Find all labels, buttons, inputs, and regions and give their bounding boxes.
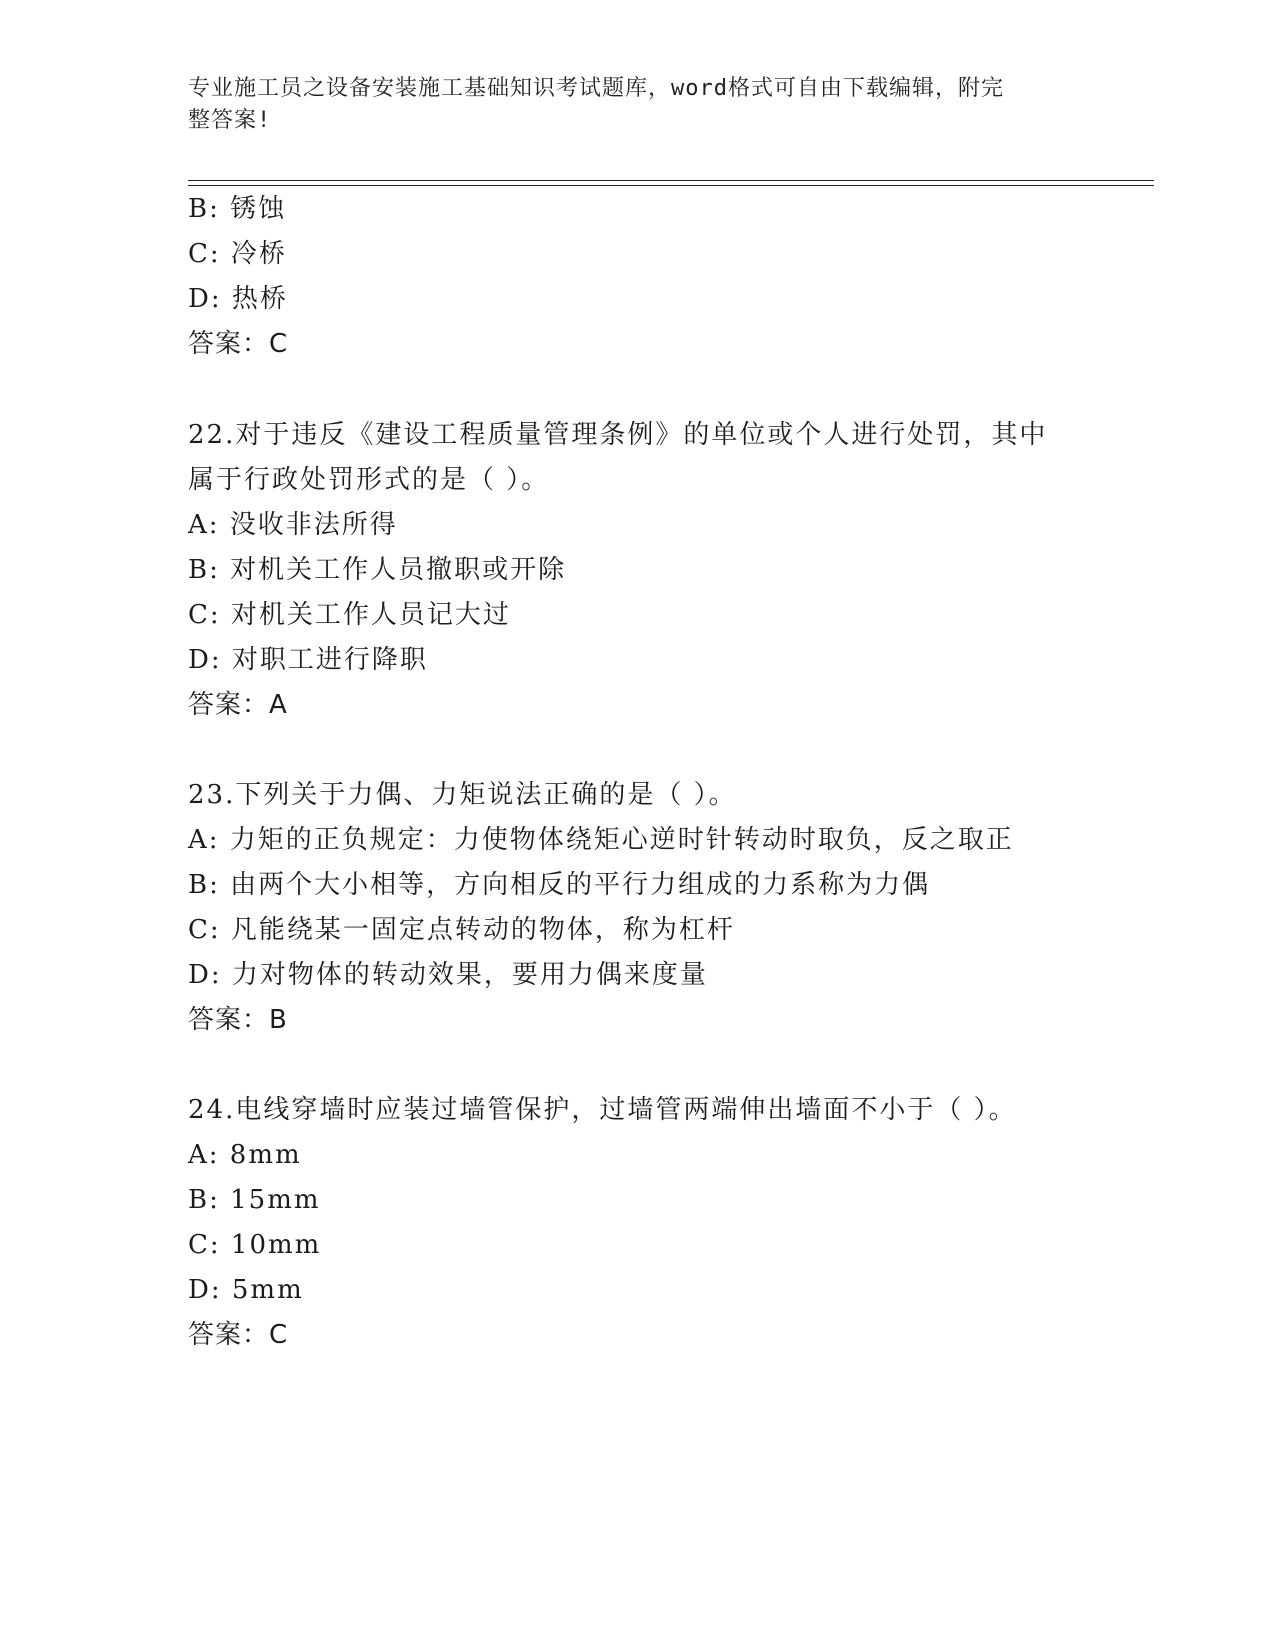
header-line-1: 专业施工员之设备安装施工基础知识考试题库，word格式可自由下载编辑，附完 <box>188 76 1004 101</box>
option-a: A: 力矩的正负规定：力使物体绕矩心逆时针转动时取负，反之取正 <box>188 825 1014 855</box>
document-header <box>188 73 1068 137</box>
option-c: C: 对机关工作人员记大过 <box>188 600 511 630</box>
option-d: D: 5mm <box>188 1275 304 1305</box>
answer-line: 答案：C <box>188 329 289 359</box>
answer-line: 答案：C <box>188 1320 289 1350</box>
option-d: D: 对职工进行降职 <box>188 645 428 675</box>
header-divider-bottom <box>188 185 1154 186</box>
option-c: C: 冷桥 <box>188 239 287 269</box>
option-b: B: 锈蚀 <box>188 194 287 224</box>
option-c: C: 10mm <box>188 1230 322 1260</box>
option-a: A: 没收非法所得 <box>188 510 398 540</box>
question-stem: 23.下列关于力偶、力矩说法正确的是（ ）。 <box>188 780 737 810</box>
question-stem: 22.对于违反《建设工程质量管理条例》的单位或个人进行处罚，其中 <box>188 420 1048 450</box>
question-stem-continued: 属于行政处罚形式的是（ ）。 <box>188 465 550 495</box>
header-divider-top <box>188 180 1154 181</box>
option-b: B: 对机关工作人员撤职或开除 <box>188 555 567 585</box>
option-d: D: 热桥 <box>188 284 288 314</box>
question-stem: 24.电线穿墙时应装过墙管保护，过墙管两端伸出墙面不小于（ ）。 <box>188 1095 1017 1125</box>
option-b: B: 15mm <box>188 1185 321 1215</box>
option-d: D: 力对物体的转动效果，要用力偶来度量 <box>188 960 708 990</box>
option-b: B: 由两个大小相等，方向相反的平行力组成的力系称为力偶 <box>188 870 931 900</box>
answer-line: 答案：B <box>188 1005 288 1035</box>
option-a: A: 8mm <box>188 1140 302 1170</box>
answer-line: 答案：A <box>188 690 288 720</box>
header-line-2: 整答案! <box>188 108 272 133</box>
option-c: C: 凡能绕某一固定点转动的物体，称为杠杆 <box>188 915 735 945</box>
